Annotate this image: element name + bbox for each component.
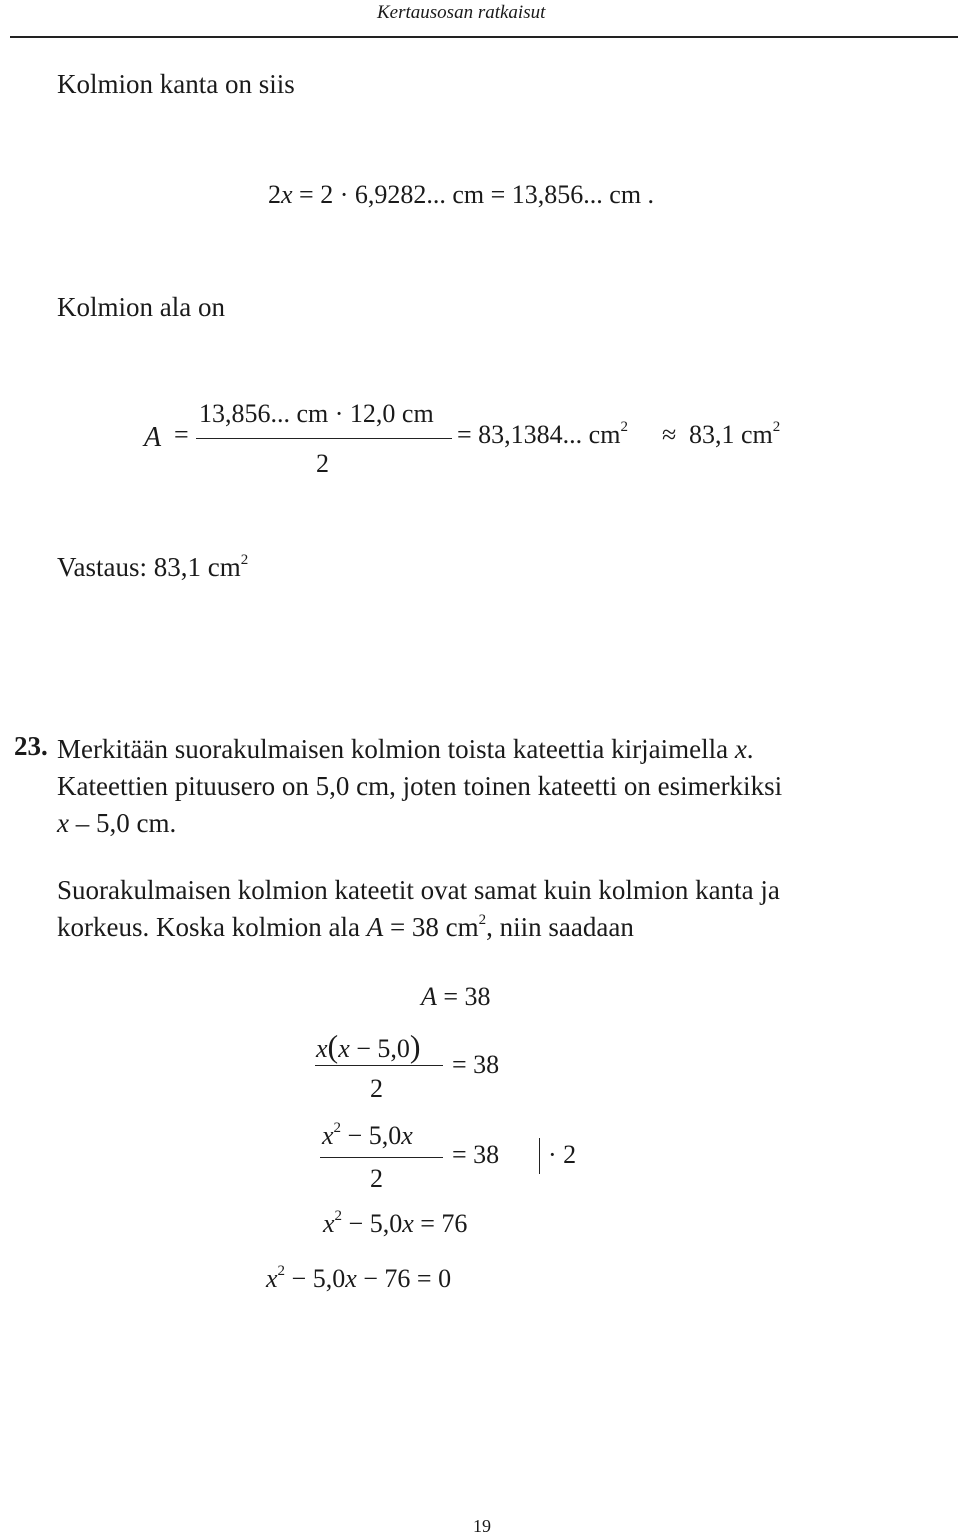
solve-l4-d: = 76 <box>413 1209 468 1238</box>
page-number: 19 <box>473 1516 491 1536</box>
solve-l3-rhs: = 38 <box>452 1140 500 1169</box>
area-lhs-var: A <box>144 422 162 453</box>
solve-line-1 <box>421 982 491 1012</box>
solve-l3-multiplier: · 2 <box>548 1140 577 1169</box>
answer-value: Vastaus: 83,1 cm <box>57 552 241 582</box>
p23-line1: Merkitään suorakulmaisen kolmion toista kateettia kirjaimella <box>57 734 735 764</box>
solve-line-4 <box>323 1209 467 1239</box>
solve-l2-paren-open: ( <box>327 1028 339 1064</box>
header-rule <box>10 36 958 38</box>
solve-l2-paren-close: ) <box>409 1028 421 1064</box>
solve-line-5 <box>266 1264 451 1294</box>
area-result-value: = 83,1384... cm <box>457 420 621 449</box>
solve-l3-fraction-bar <box>320 1157 443 1158</box>
solve-l2-num-c: x <box>338 1034 350 1063</box>
solve-l3-num-a: x <box>322 1121 334 1150</box>
solve-l2-rhs: = 38 <box>452 1050 500 1079</box>
area-rounded <box>689 420 780 450</box>
solve-l3-numerator <box>322 1121 413 1151</box>
problem-23-paragraph <box>57 731 917 842</box>
solve-l3-denominator: 2 <box>370 1164 383 1193</box>
running-header: Kertausosan ratkaisut <box>377 2 546 23</box>
solve-l1-var: A <box>421 982 437 1011</box>
problem-23-paragraph-2 <box>57 872 917 946</box>
area-approx-sign: ≈ <box>662 420 677 449</box>
solve-l2-num-a: x <box>316 1034 328 1063</box>
solve-l4-exp: 2 <box>334 1208 343 1224</box>
solve-l4-c: x <box>402 1209 414 1238</box>
solve-l3-num-exp: 2 <box>333 1120 342 1136</box>
base-intro-text: Kolmion kanta on siis <box>57 69 295 99</box>
solve-l2-denominator: 2 <box>370 1074 383 1103</box>
area-fraction-bar <box>196 438 452 439</box>
solve-l4-a: x <box>323 1209 335 1238</box>
p23-line1-end: . <box>746 734 754 764</box>
p23-line2: Kateettien pituusero on 5,0 cm, joten toinen kateetti on esimerkiksi <box>57 771 783 801</box>
p23-line3: – 5,0 cm. <box>68 808 177 838</box>
solve-l2-fraction-bar <box>315 1065 443 1066</box>
solve-l4-b: − 5,0 <box>342 1209 403 1238</box>
p2-line2-a: korkeus. Koska kolmion ala <box>57 912 367 942</box>
base-rhs: = 2 · 6,9282... cm = 13,856... cm . <box>299 180 655 209</box>
base-equation <box>268 180 654 210</box>
solve-l3-num-b: − 5,0 <box>341 1121 402 1150</box>
solve-l5-d: − 76 = 0 <box>356 1264 452 1293</box>
p2-line2-c: , niin saadaan <box>486 912 634 942</box>
solve-l3-separator <box>539 1138 540 1174</box>
solve-l5-b: − 5,0 <box>285 1264 346 1293</box>
area-denominator: 2 <box>316 449 329 478</box>
area-rounded-exponent: 2 <box>772 419 781 435</box>
solve-l5-a: x <box>266 1264 278 1293</box>
problem-number: 23. <box>14 731 48 761</box>
area-result-exponent: 2 <box>620 419 628 435</box>
p23-line3-var: x <box>57 808 69 838</box>
area-rounded-value: 83,1 cm <box>689 420 773 449</box>
solve-l2-numerator <box>316 1028 421 1065</box>
area-numerator: 13,856... cm · 12,0 cm <box>199 399 434 428</box>
solve-l2-num-d: − 5,0 <box>349 1034 410 1063</box>
solve-l5-c: x <box>345 1264 357 1293</box>
p2-line2-exp: 2 <box>478 912 487 928</box>
p23-var: x <box>734 734 747 764</box>
solve-l3-num-c: x <box>401 1121 413 1150</box>
p2-line2-b: = 38 cm <box>383 912 479 942</box>
p2-line2-var: A <box>366 912 384 942</box>
area-result <box>457 420 628 450</box>
answer-text <box>57 552 248 583</box>
area-intro-text: Kolmion ala on <box>57 292 225 322</box>
area-eq-sign: = <box>174 420 189 449</box>
base-lhs-var: x <box>281 180 293 209</box>
base-lhs-coef: 2 <box>268 180 281 209</box>
solve-l5-exp: 2 <box>277 1263 286 1279</box>
p2-line1: Suorakulmaisen kolmion kateetit ovat samat kuin kolmion kanta ja <box>57 875 780 905</box>
answer-exponent: 2 <box>240 552 249 568</box>
solve-l1-rhs: = 38 <box>443 982 491 1011</box>
